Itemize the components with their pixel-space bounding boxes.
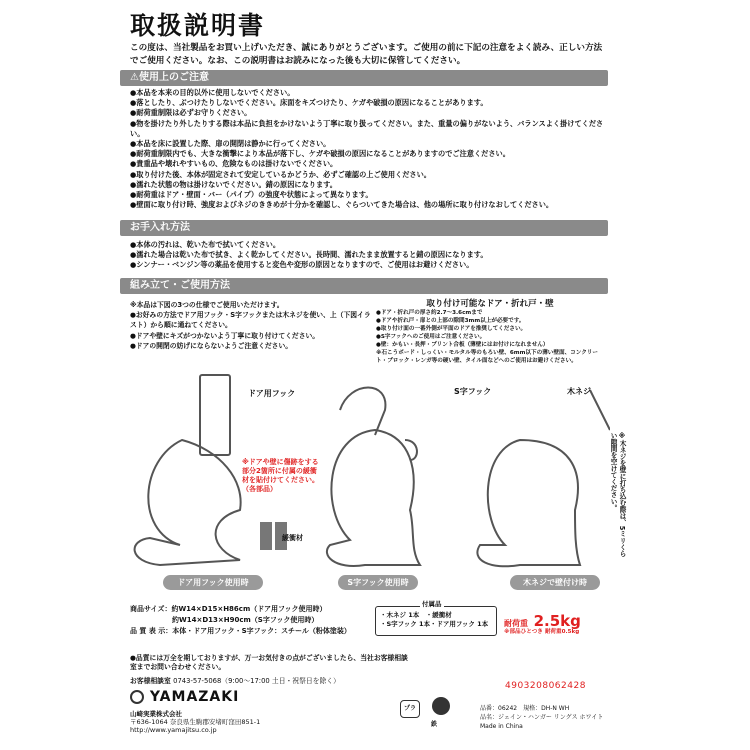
care-heading: お手入れ方法 xyxy=(120,220,608,236)
door-hook-label: ドア用フック xyxy=(248,389,296,398)
list-item: ●濡れた場合は乾いた布で拭き、よく乾かしてください。長時間、濡れたまま放置すると錆の原因になります。 xyxy=(130,250,488,260)
usage-illustration xyxy=(120,370,610,590)
list-item: ●貴重品や壊れやすいもの、危険なものは掛けないでください。 xyxy=(130,159,338,169)
size-1: 約W14×D15×H86cm（ドア用フック使用時） xyxy=(171,605,327,613)
page-title: 取扱説明書 xyxy=(130,11,266,40)
size-label: 商品サイズ： xyxy=(130,605,172,613)
list-item: ●耐荷重制限は必ずお守りください。 xyxy=(130,108,252,118)
door-box-title: 取り付け可能なドア・折れ戸・壁 xyxy=(426,299,554,309)
logo-mark-icon xyxy=(130,690,144,704)
brand-name: YAMAZAKI xyxy=(149,689,240,705)
assembly-list xyxy=(130,300,375,351)
list-item: ●本体の汚れは、乾いた布で拭いてください。 xyxy=(130,240,281,249)
list-item: ※本品は下図の3つの仕様でご使用いただけます。 xyxy=(130,301,284,309)
list-item: ●耐荷重制限内でも、大きな衝撃により本品が落下し、ケガや破損の原因になることがありますのでご注意ください。 xyxy=(130,149,510,159)
list-item: ●S字フックへのご使用はご注意ください。 xyxy=(376,334,486,340)
iron-label: 鉄 xyxy=(431,721,438,728)
list-item: ●取り付け面の一番外側が平面のドアを推奨してください。 xyxy=(376,326,527,332)
list-item: ●ドアの開閉の妨げにならないようご注意ください。 xyxy=(130,341,293,350)
address: 〒636-1064 奈良県生駒郡安堵町窪田851-1 xyxy=(130,718,261,726)
product-code: 品番：06242 規格：DH-N WH xyxy=(480,705,570,712)
list-item: ●シンナー・ベンジン等の薬品を使用すると変色や変形の原因となりますので、ご使用はお避けください。 xyxy=(130,260,474,270)
accessory-1: ・木ネジ 1本 ・緩衝材 xyxy=(380,611,452,619)
load-note: ※部品ひとつき 耐荷重0.5kg xyxy=(504,629,580,635)
screw-note: ※木ネジを壁に打ち込む際は、5ミリくらい隙間を空けてください。 xyxy=(609,432,626,557)
specs xyxy=(130,604,380,637)
wall-line xyxy=(590,390,610,430)
caution-heading: ⚠使用上のご注意 xyxy=(120,70,608,86)
list-item: ●取り付けた後、本体が固定されて安定しているかどうか、必ずご確認の上ご使用ください。 xyxy=(130,169,431,179)
list-item: ●濡れた状態の物は掛けないでください。錆の原因になります。 xyxy=(130,179,337,189)
caution-list xyxy=(130,88,610,210)
load-label: 耐荷重 xyxy=(504,619,528,628)
ring-1 xyxy=(135,440,241,565)
contact xyxy=(130,677,340,686)
door-box xyxy=(372,296,608,366)
list-item: ※石こうボード・しっくい・モルタル等のもろい壁、6mm以下の薄い壁面、コンクリート・ブロック・レンガ等の硬い壁、タイル面などへのご使用はお避けください。 xyxy=(376,350,599,364)
material: 品 質 表 示：本体・ドア用フック・S字フック：スチール（粉体塗装） xyxy=(130,627,351,635)
accessory-2: ・S字フック 1本・ドア用フック 1本 xyxy=(380,620,489,628)
brand-logo xyxy=(130,689,239,705)
cushion-shape xyxy=(260,522,272,550)
ring-2 xyxy=(327,430,420,566)
company-info xyxy=(130,710,260,734)
door-hook-shape xyxy=(200,375,230,455)
size-2: 約W14×D13×H90cm（S字フック使用時） xyxy=(172,616,319,624)
list-item: ●物を掛けたり外したりする際は本品に負担をかけないよう丁寧に取り扱ってください。また、重量の偏りがないよう、バランスよく掛けてください。 xyxy=(130,118,604,138)
caption-screw: 木ネジで壁付け時 xyxy=(510,575,600,590)
list-item: ●耐荷重はドア・壁面・バー（パイプ）の強度や状態によって異なります。 xyxy=(130,190,373,200)
caption-s-hook: S字フック使用時 xyxy=(338,575,418,590)
accessories-box xyxy=(375,600,497,636)
contact-info: 0743-57-5068（9:00～17:00 土日・祝祭日を除く） xyxy=(173,677,340,685)
care-list xyxy=(130,240,610,271)
cushion-label: 緩衝材 xyxy=(282,534,303,542)
barcode-number: 4903208062428 xyxy=(505,681,586,691)
list-item: ●壁：かもい・長押・プリント合板（薄壁にはお付けになれません） xyxy=(376,342,549,348)
contact-label: お客様相談室 xyxy=(130,677,171,685)
company-name: 山崎実業株式会社 xyxy=(130,710,182,718)
list-item: ●お好みの方法でドア用フック・S字フックまたは木ネジを使い、上（下図イラスト）から順に通ねてください。 xyxy=(130,311,371,330)
ring-3 xyxy=(477,440,580,566)
load-value: 2.5kg xyxy=(533,612,581,630)
list-item: ●本品を本来の目的以外に使用しないでください。 xyxy=(130,88,295,97)
s-hook-label: S字フック xyxy=(454,387,492,396)
caption-door-hook: ドア用フック使用時 xyxy=(163,575,263,590)
list-item: ●ドアや壁にキズがつかないよう丁寧に取り付けてください。 xyxy=(130,331,320,340)
list-item: ●壁面に取り付け時、強度およびネジのききめが十分かを確認し、ぐらついてきた場合は、他の場所に取り付けなおしてください。 xyxy=(130,200,554,210)
list-item: ●落としたり、ぶつけたりしないでください。床面をキズつけたり、ケガや破損の原因になることがあります。 xyxy=(130,98,488,108)
product-info xyxy=(480,704,603,731)
list-item: ●ドア・折れ戸の厚さ約2.7～3.6cmまで xyxy=(376,310,483,316)
footer-note: ●品質には万全を期しておりますが、万一お気付きの点がございましたら、当社お客様相談室までお問い合わせください。 xyxy=(130,654,408,671)
accessories-title: 付属品 xyxy=(422,600,442,608)
product-name: 品名：ジェイン・ハンガー リングス ホワイト xyxy=(480,714,604,721)
pla-recycle-icon: プラ xyxy=(400,700,420,718)
iron-recycle-icon xyxy=(432,697,450,715)
list-item: ●ドアや折れ戸・扉との上部の隙間3mm以上が必要です。 xyxy=(376,318,525,324)
intro-text: この度は、当社製品をお買い上げいただき、誠にありがとうございます。ご使用の前に下記の注意をよく読み、正しい方法でご使用ください。なお、この説明書はお読みになった後も大切に保管してください。 xyxy=(130,43,603,66)
made-in: Made in China xyxy=(480,723,523,730)
cushion-warning: ※ドアや壁に傷跡をする部分2箇所に付属の緩衝材を貼付けてください。（各部品） xyxy=(242,458,319,493)
url: http://www.yamajitsu.co.jp xyxy=(130,726,217,734)
list-item: ●本品を床に設置した際、扉の開閉は静かに行ってください。 xyxy=(130,139,331,149)
screw-label: 木ネジ xyxy=(567,387,591,396)
assembly-heading: 組み立て・ご使用方法 xyxy=(120,278,608,294)
